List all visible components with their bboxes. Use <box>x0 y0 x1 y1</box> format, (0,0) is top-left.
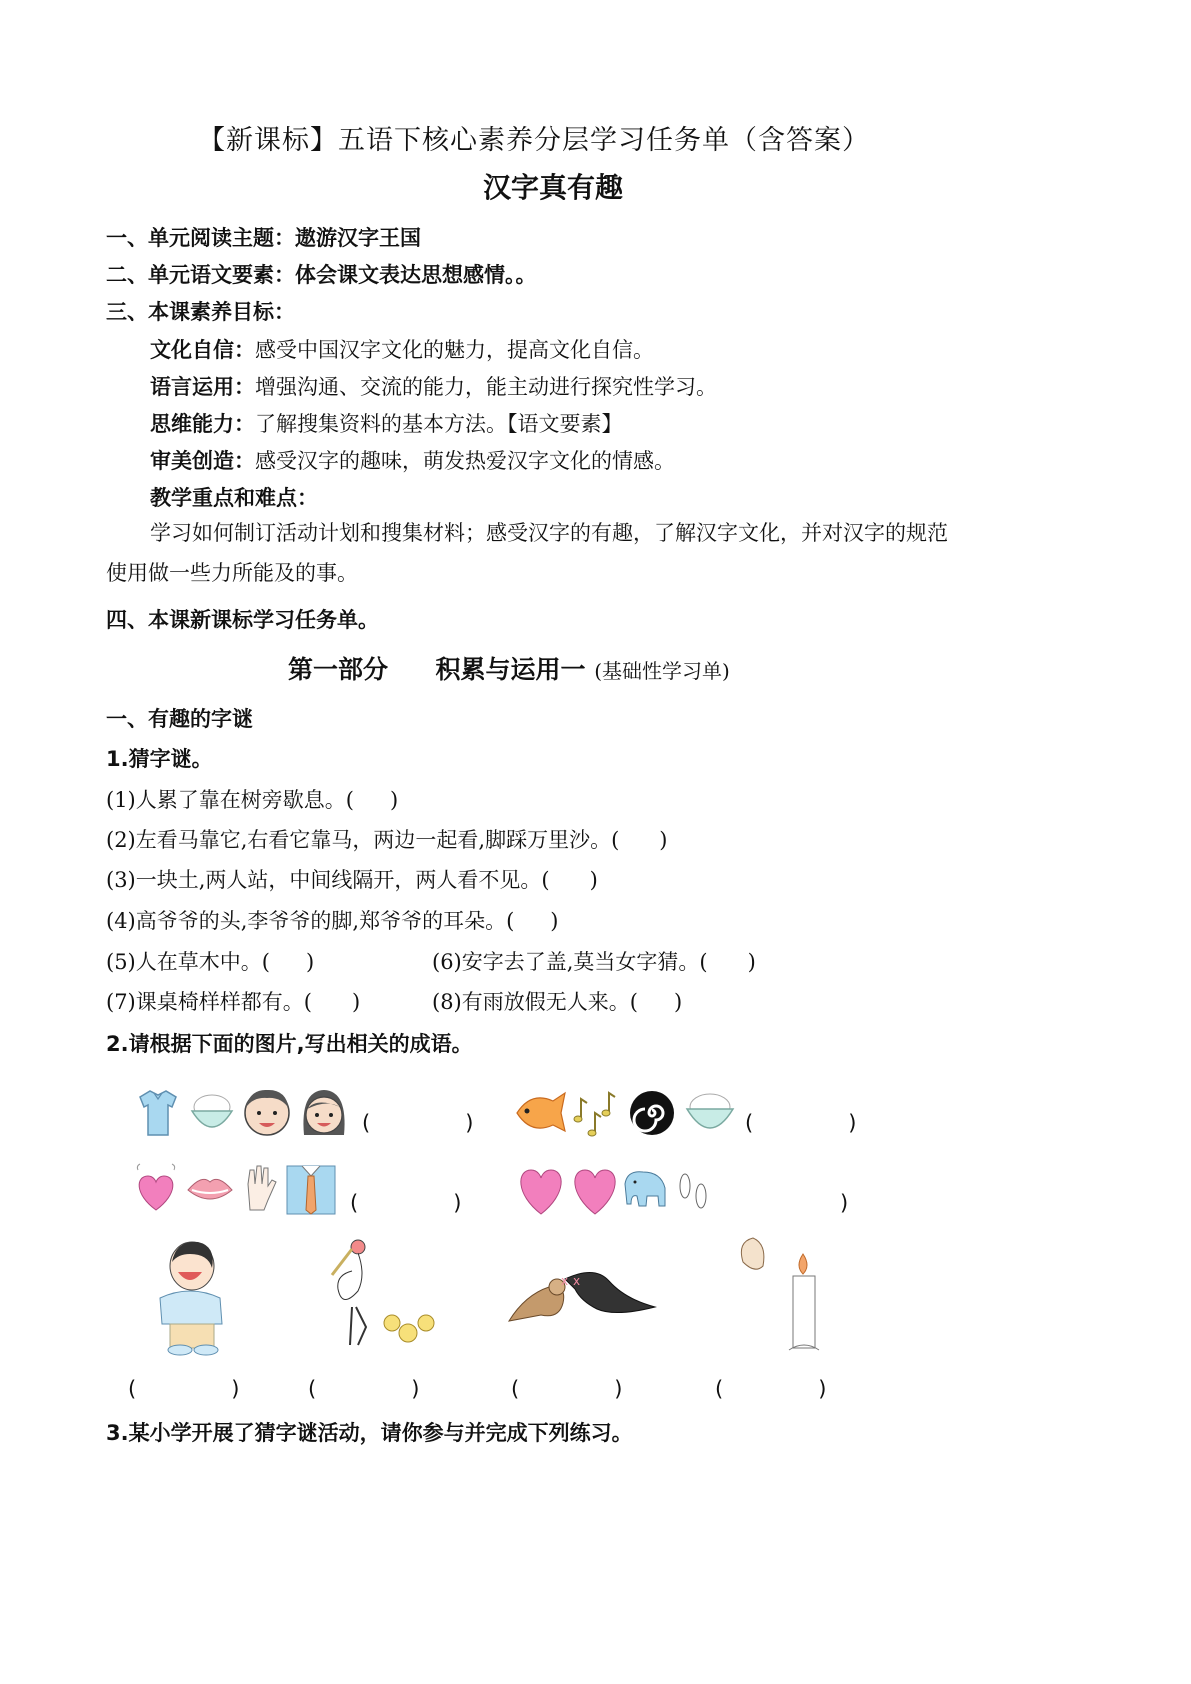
goal-text: 增强沟通、交流的能力，能主动进行探究性学习。 <box>255 375 717 399</box>
key-points-heading: 教学重点和难点： <box>150 486 318 510</box>
heart-icon <box>575 1170 615 1214</box>
q2-label: 2.请根据下面的图片,写出相关的成语。 <box>106 1032 473 1056</box>
idiom-answer-3[interactable]: ( ) <box>350 1191 462 1215</box>
idiom-answer-8[interactable]: ( ) <box>715 1377 827 1401</box>
task-heading: 四、本课新课标学习任务单。 <box>106 608 379 632</box>
idiom-answer-1[interactable]: ( ) <box>362 1111 474 1135</box>
sparrow-crow-icon <box>505 1255 665 1335</box>
lesson-title: 汉字真有趣 <box>483 171 624 204</box>
goal-label: 文化自信： <box>150 338 255 362</box>
hand-icon <box>248 1166 276 1210</box>
crane-chicks-icon <box>322 1235 442 1353</box>
goal-text: 感受中国汉字文化的魅力，提高文化自信。 <box>255 338 654 362</box>
q3-label: 3.某小学开展了猜字谜活动，请你参与并完成下列练习。 <box>106 1421 633 1445</box>
goal-item <box>150 445 675 475</box>
laughing-man-icon <box>150 1238 240 1356</box>
girl-face-icon <box>303 1090 344 1135</box>
language-element <box>106 259 537 289</box>
goal-label: 思维能力： <box>150 412 255 436</box>
riddle-item-5: (5)人在草木中。( ) <box>106 950 315 974</box>
riddle-item-1: (1)人累了靠在树旁歇息。( ) <box>106 788 399 812</box>
spiral-icon <box>630 1091 674 1135</box>
document-title: 【新课标】五语下核心素养分层学习任务单（含答案） <box>198 125 870 156</box>
part-note: (基础性学习单) <box>594 659 730 683</box>
idiom-picture-row-2-right <box>515 1160 740 1218</box>
idiom-picture-row-1-right <box>515 1085 740 1141</box>
idiom-picture-row-2-left <box>132 1160 342 1218</box>
idiom-answer-6[interactable]: ( ) <box>308 1377 420 1401</box>
reading-theme <box>106 222 421 252</box>
q1-label: 1.猜字谜。 <box>106 747 213 771</box>
part-heading <box>288 650 730 686</box>
part-subtitle: 积累与运用一 <box>435 655 586 684</box>
riddle-item-3: (3)一块土,两人站，中间线隔开，两人看不见。( ) <box>106 868 598 892</box>
riddle-item-2: (2)左看马靠它,右看它靠马，两边一起看,脚踩万里沙。( ) <box>106 828 668 852</box>
riddle-item-6: (6)安字去了盖,莫当女字猜。( ) <box>432 950 756 974</box>
idiom-answer-4[interactable]: ) <box>840 1191 849 1215</box>
goal-item <box>150 334 654 364</box>
idiom-picture-row-1-left <box>132 1085 352 1141</box>
goal-label: 语言运用： <box>150 375 255 399</box>
footprints-icon <box>680 1174 706 1208</box>
part-title: 第一部分 <box>288 655 389 684</box>
key-points-line2: 使用做一些力所能及的事。 <box>106 561 358 585</box>
shirt-tie-icon <box>287 1166 335 1214</box>
elephant-icon <box>625 1172 665 1206</box>
idiom-answer-7[interactable]: ( ) <box>511 1377 623 1401</box>
goal-item <box>150 371 717 401</box>
lips-icon <box>188 1179 232 1199</box>
rice-bowl-icon <box>192 1095 232 1127</box>
language-element-label: 二、单元语文要素： <box>106 263 295 287</box>
svg-text:x: x <box>561 1274 569 1288</box>
goal-label: 审美创造： <box>150 449 255 473</box>
idiom-answer-2[interactable]: ( ) <box>745 1111 857 1135</box>
riddle-item-8: (8)有雨放假无人来。( ) <box>432 990 683 1014</box>
goals-heading: 三、本课素养目标： <box>106 300 295 324</box>
boy-face-icon <box>245 1090 289 1135</box>
fish-icon <box>517 1093 565 1131</box>
goal-text: 了解搜集资料的基本方法。【语文要素】 <box>255 412 623 436</box>
goal-text: 感受汉字的趣味，萌发热爱汉字文化的情感。 <box>255 449 675 473</box>
reading-theme-label: 一、单元阅读主题： <box>106 226 295 250</box>
goal-item <box>150 408 623 438</box>
svg-text:x: x <box>573 1274 581 1288</box>
moth-candle-icon <box>733 1232 828 1357</box>
reading-theme-value: 遨游汉字王国 <box>295 226 421 250</box>
language-element-value: 体会课文表达思想感情。。 <box>295 263 537 287</box>
section-riddles-heading: 一、有趣的字谜 <box>106 707 253 731</box>
music-notes-icon <box>574 1093 615 1136</box>
rice-bowl-icon <box>687 1094 733 1128</box>
heart-icon <box>521 1170 561 1214</box>
idiom-answer-5[interactable]: ( ) <box>128 1377 240 1401</box>
shirt-icon <box>140 1091 176 1135</box>
riddle-item-4: (4)高爷爷的头,李爷爷的脚,郑爷爷的耳朵。( ) <box>106 909 559 933</box>
key-points-line1: 学习如何制订活动计划和搜集材料；感受汉字的有趣，了解汉字文化，并对汉字的规范 <box>150 521 948 545</box>
riddle-item-7: (7)课桌椅样样都有。( ) <box>106 990 361 1014</box>
beating-heart-icon <box>137 1164 174 1210</box>
